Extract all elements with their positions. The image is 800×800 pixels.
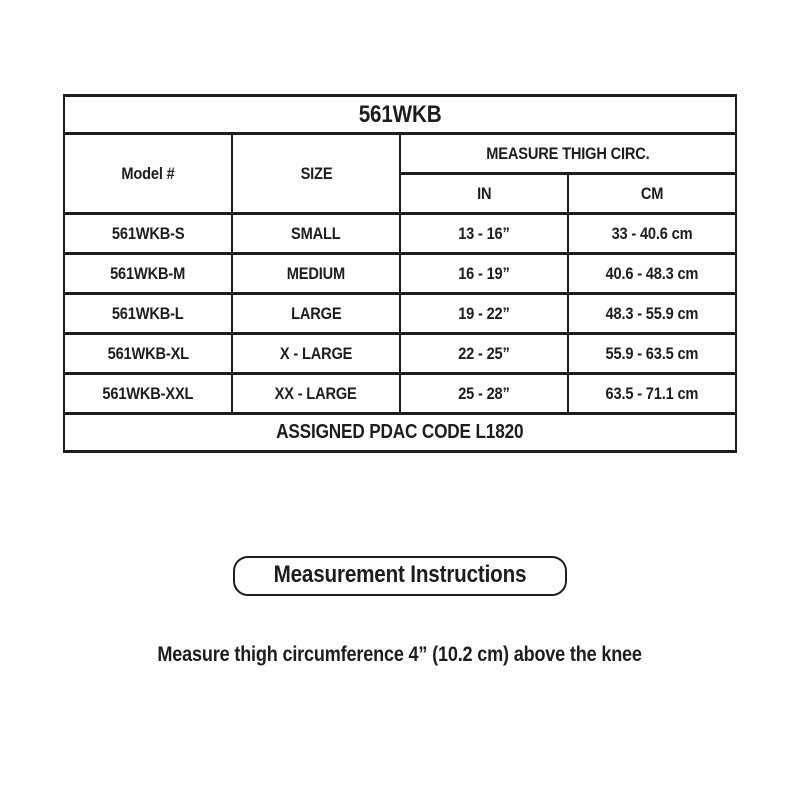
cell-in xyxy=(400,334,568,374)
cell-model xyxy=(64,254,232,294)
cell-text: 55.9 - 63.5 cm xyxy=(605,343,699,363)
col-header-cm-text: CM xyxy=(640,183,664,203)
cell-text: MEDIUM xyxy=(286,263,346,283)
cell-text: 16 - 19” xyxy=(458,263,510,283)
cell-text: XX - LARGE xyxy=(275,383,357,403)
measurement-instructions-button[interactable] xyxy=(233,556,567,596)
cell-size xyxy=(232,334,400,374)
cell-text: 25 - 28” xyxy=(458,383,510,403)
cell-text: 13 - 16” xyxy=(458,223,510,243)
cell-size xyxy=(232,214,400,254)
cell-cm xyxy=(568,294,736,334)
size-chart-table xyxy=(63,94,737,453)
table-row xyxy=(64,214,736,254)
table-row xyxy=(64,334,736,374)
cell-cm xyxy=(568,334,736,374)
cell-size xyxy=(232,374,400,414)
col-header-in xyxy=(400,174,568,214)
table-row xyxy=(64,374,736,414)
cell-text: 22 - 25” xyxy=(458,343,510,363)
cell-text: 561WKB-M xyxy=(110,263,186,283)
cell-size xyxy=(232,254,400,294)
table-row xyxy=(64,294,736,334)
cell-text: 40.6 - 48.3 cm xyxy=(605,263,699,283)
measurement-instructions-label: Measurement Instructions xyxy=(273,561,527,588)
measurement-note xyxy=(0,641,800,668)
cell-size xyxy=(232,294,400,334)
table-title-row xyxy=(64,96,736,134)
cell-cm xyxy=(568,254,736,294)
cell-in xyxy=(400,294,568,334)
table-footer-row xyxy=(64,414,736,452)
cell-text: SMALL xyxy=(291,223,341,243)
cell-text: 561WKB-XXL xyxy=(102,383,194,403)
cell-text: 561WKB-XL xyxy=(107,343,189,363)
cell-text: X - LARGE xyxy=(279,343,353,363)
cell-in xyxy=(400,254,568,294)
table-title xyxy=(64,96,736,134)
cell-text: 63.5 - 71.1 cm xyxy=(605,383,699,403)
table-row xyxy=(64,254,736,294)
cell-model xyxy=(64,374,232,414)
cell-model xyxy=(64,214,232,254)
table-title-text: 561WKB xyxy=(358,100,442,128)
cell-text: 561WKB-L xyxy=(112,303,184,323)
col-header-size xyxy=(232,134,400,214)
col-header-measure-text: MEASURE THIGH CIRC. xyxy=(486,143,650,163)
col-header-measure xyxy=(400,134,736,174)
cell-cm xyxy=(568,374,736,414)
measurement-instructions-wrap xyxy=(0,556,800,596)
pdac-code-text: ASSIGNED PDAC CODE L1820 xyxy=(276,421,524,443)
cell-cm xyxy=(568,214,736,254)
cell-in xyxy=(400,214,568,254)
measurement-note-text: Measure thigh circumference 4” (10.2 cm) above the knee xyxy=(157,643,643,666)
col-header-size-text: SIZE xyxy=(300,163,332,183)
cell-text: 19 - 22” xyxy=(458,303,510,323)
cell-text: 48.3 - 55.9 cm xyxy=(605,303,699,323)
cell-text: 33 - 40.6 cm xyxy=(611,223,693,243)
table-header-row xyxy=(64,134,736,174)
col-header-model-text: Model # xyxy=(121,163,175,183)
cell-in xyxy=(400,374,568,414)
cell-model xyxy=(64,334,232,374)
cell-text: LARGE xyxy=(290,303,342,323)
cell-text: 561WKB-S xyxy=(111,223,185,243)
col-header-cm xyxy=(568,174,736,214)
col-header-model xyxy=(64,134,232,214)
pdac-code-cell xyxy=(64,414,736,452)
cell-model xyxy=(64,294,232,334)
col-header-in-text: IN xyxy=(476,183,492,203)
